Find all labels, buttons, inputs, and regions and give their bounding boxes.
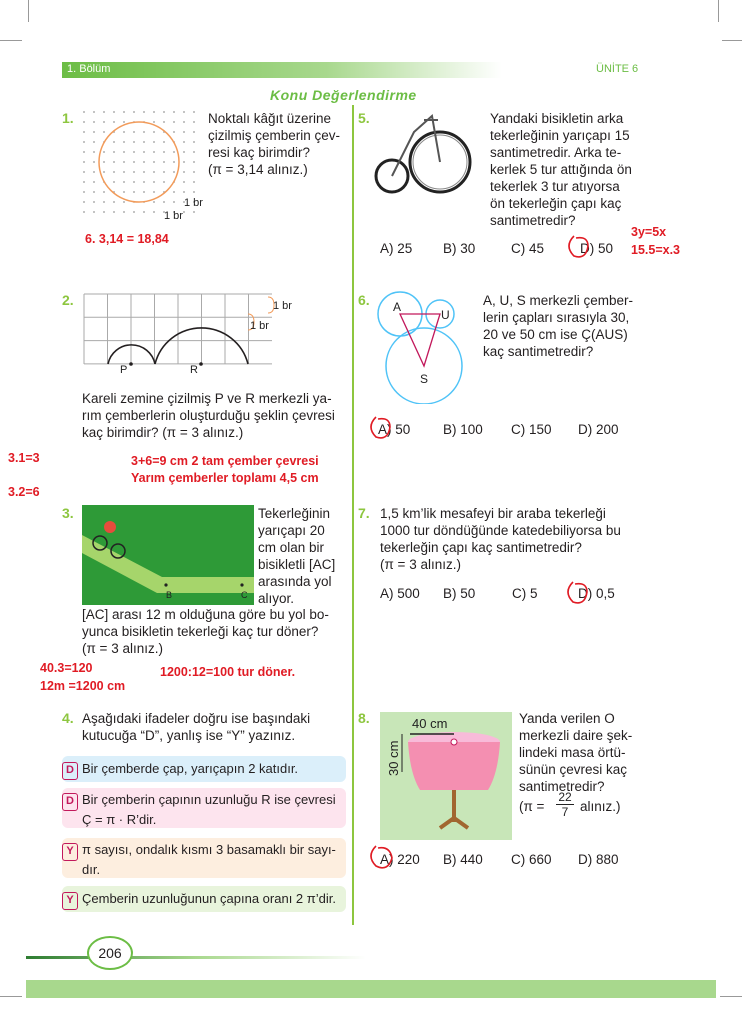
q8-dim-height: 30 cm (386, 740, 401, 776)
q6-label-u: U (441, 308, 450, 322)
q8-option-b[interactable]: B) 440 (443, 852, 483, 867)
q3-point-c: C (241, 590, 248, 600)
q6-option-d[interactable]: D) 200 (578, 422, 619, 437)
q2-grid-figure (82, 292, 278, 372)
q6-option-a[interactable]: A) 50 (378, 422, 411, 437)
q4-mark-4[interactable]: Y (62, 892, 78, 910)
q6-option-b[interactable]: B) 100 (443, 422, 483, 437)
q5-penny-farthing-illustration (374, 112, 474, 196)
page-title: Konu Değerlendirme (270, 87, 417, 103)
q5-answer-a: 3y=5x (631, 225, 667, 239)
q3-point-b: B (166, 590, 173, 600)
q3-answer-c: 1200:12=100 tur döner. (160, 665, 296, 679)
q5-answer-circle (566, 232, 596, 260)
page-number: 206 (87, 936, 133, 970)
q4-item-2: D Bir çemberin çapının uzunluğu R ise çevresi Ç = π · R’dir. (62, 788, 346, 828)
q1-text: Noktalı kâğıt üzerine çizilmiş çemberin çev- resi kaç birimdir? (π = 3,14 alınız.) (208, 111, 341, 177)
q2-label-b: 1 br (250, 320, 269, 332)
q5-option-c[interactable]: C) 45 (511, 241, 545, 256)
q5-text: Yandaki bisikletin arka tekerleğinin yarıçapı 15 santimetredir. Arka te- kerlek 5 tur attığında ön tekerlek 3 tur atıyorsa ön tekerleğin çapı kaç santimetredir? (490, 111, 632, 228)
q6-answer-circle (368, 413, 398, 443)
q6-text: A, U, S merkezli çember- lerin çapları sırasıyla 30, 20 ve 50 cm ise Ç(AUS) kaç santimetredir? (483, 293, 634, 359)
q3-answer-a: 40.3=120 (40, 661, 93, 675)
q5-option-d[interactable]: D) 50 (580, 241, 614, 256)
unit-label: ÜNİTE 6 (596, 63, 639, 75)
q7-text: 1,5 km’lik mesafeyi bir araba tekerleği 1000 tur döndüğünde katedebiliyorsa bu tekerleğin çapı kaç santimetredir? (π = 3 alınız.) (380, 506, 621, 572)
q7-answer-circle (565, 578, 595, 608)
q3-side-text: Tekerleğinin yarıçapı 20 cm olan bir bisikletli [AC] arasında yol alıyor. (258, 506, 336, 606)
q4-mark-1[interactable]: D (62, 762, 78, 780)
q4-item-3: Y π sayısı, ondalık kısmı 3 basamaklı bir sayı- dır. (62, 838, 346, 878)
q8-answer-circle (368, 842, 398, 874)
section-label: 1. Bölüm (67, 63, 111, 75)
q6-circles-figure (372, 288, 472, 404)
footer-line (26, 956, 366, 959)
q8-pi-fraction: 22 7 (556, 790, 574, 819)
q5-answer-b: 15.5=x.3 (631, 243, 681, 257)
q4-item-4: Y Çemberin uzunluğunun çapına oranı 2 π’dir. (62, 886, 346, 912)
header-bar (62, 62, 502, 78)
q8-option-a[interactable]: A) 220 (380, 852, 420, 867)
q4-mark-3[interactable]: Y (62, 843, 78, 861)
q8-dim-width: 40 cm (412, 716, 448, 731)
q5-option-a[interactable]: A) 25 (380, 241, 413, 256)
footer-bar (26, 980, 716, 998)
q8-number: 8. (358, 710, 370, 726)
q8-text: Yanda verilen O merkezli daire şek- lindeki masa örtü- sünün çevresi kaç santimetredir? (519, 711, 633, 794)
q1-answer: 6. 3,14 = 18,84 (85, 232, 169, 246)
q2-note-b: 3.2=6 (8, 485, 40, 499)
q2-answer-b: Yarım çemberler toplamı 4,5 cm (131, 471, 319, 485)
q4-item-1: D Bir çemberde çap, yarıçapın 2 katıdır. (62, 756, 346, 782)
q7-option-d[interactable]: D) 0,5 (578, 586, 615, 601)
q7-option-b[interactable]: B) 50 (443, 586, 476, 601)
q1-circle (99, 122, 179, 202)
q7-option-c[interactable]: C) 5 (512, 586, 538, 601)
q1-label-b: 1 br (164, 210, 183, 222)
q5-number: 5. (358, 110, 370, 126)
q1-label-a: 1 br (184, 197, 203, 209)
q6-number: 6. (358, 292, 370, 308)
q7-number: 7. (358, 505, 370, 521)
q1-number: 1. (62, 110, 74, 126)
q6-label-s: S (420, 372, 429, 386)
q2-number: 2. (62, 292, 74, 308)
q8-option-d[interactable]: D) 880 (578, 852, 619, 867)
q2-point-p: P (120, 364, 128, 376)
q6-label-a: A (393, 300, 402, 314)
q8-table-illustration (380, 712, 512, 840)
q7-option-a[interactable]: A) 500 (380, 586, 420, 601)
q2-label-a: 1 br (273, 300, 292, 312)
q2-note-a: 3.1=3 (8, 451, 40, 465)
q2-text: Kareli zemine çizilmiş P ve R merkezli ya- rım çemberlerin oluşturduğu şeklin çevresi kaç birimdir? (π = 3 alınız.) (82, 391, 335, 440)
q4-number: 4. (62, 710, 74, 726)
q3-number: 3. (62, 505, 74, 521)
q3-answer-b: 12m =1200 cm (40, 679, 126, 693)
q6-option-c[interactable]: C) 150 (511, 422, 552, 437)
q4-mark-2[interactable]: D (62, 793, 78, 811)
q5-option-b[interactable]: B) 30 (443, 241, 476, 256)
q3-text: [AC] arası 12 m olduğuna göre bu yol bo- yunca bisikletin tekerleği kaç tur döner? (π = 3 alınız.) (82, 607, 329, 656)
q8-pi-label: (π = (519, 799, 545, 814)
q4-text: Aşağıdaki ifadeler doğru ise başındaki kutucuğa “D”, yanlış ise “Y” yazınız. (82, 711, 311, 743)
q8-pi-end: alınız.) (580, 799, 621, 814)
q8-option-c[interactable]: C) 660 (511, 852, 552, 867)
q2-answer-a: 3+6=9 cm 2 tam çember çevresi (131, 454, 319, 468)
q2-point-r: R (190, 364, 198, 376)
